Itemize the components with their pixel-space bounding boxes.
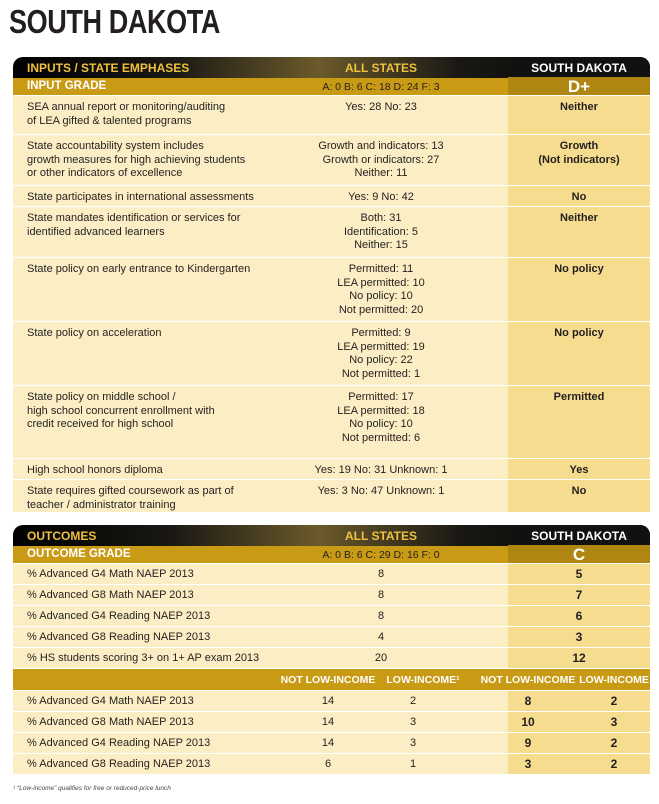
input-row xyxy=(13,135,650,186)
all-states-line: No policy: 10 xyxy=(349,290,413,302)
all-states-line: Growth or indicators: 27 xyxy=(322,153,440,166)
input-row-all-states xyxy=(281,212,481,253)
input-grade-all-states: A: 0 B: 6 C: 18 D: 24 F: 3 xyxy=(322,81,440,93)
income-row-sd-low: 3 xyxy=(610,715,618,729)
label-line: credit received for high school xyxy=(27,418,174,430)
income-row-all-low: 1 xyxy=(409,758,417,770)
input-row-all-states xyxy=(281,327,481,381)
income-row-all-not-low: 14 xyxy=(321,737,335,749)
label-line: State policy on early entrance to Kindergarten xyxy=(27,263,251,275)
label-line: State policy on middle school / xyxy=(27,391,176,403)
outcome-row xyxy=(13,564,650,585)
state-line: No xyxy=(571,485,587,497)
all-states-line: Not permitted: 1 xyxy=(341,367,421,380)
all-states-line: Growth and indicators: 13 xyxy=(318,140,444,152)
income-row-label: % Advanced G4 Math NAEP 2013 xyxy=(27,695,194,707)
input-row-all-states xyxy=(281,140,481,181)
income-row-sd-low: 2 xyxy=(610,694,618,708)
outcome-row-label: % HS students scoring 3+ on 1+ AP exam 2013 xyxy=(27,652,260,664)
input-grade-label: INPUT GRADE xyxy=(27,80,107,92)
all-states-line: Neither: 15 xyxy=(354,239,408,251)
all-states-line: LEA permitted: 18 xyxy=(337,404,425,417)
all-states-line: Yes: 9 No: 42 xyxy=(348,191,414,203)
income-row xyxy=(13,691,650,712)
outcome-grade-label: OUTCOME GRADE xyxy=(27,548,131,560)
income-row-sd-not-low: 10 xyxy=(521,715,535,729)
input-row-state xyxy=(508,485,650,499)
outcome-row xyxy=(13,627,650,648)
income-row-all-low: 3 xyxy=(409,716,417,728)
label-line: State accountability system includes xyxy=(27,140,204,152)
input-row xyxy=(13,207,650,258)
outcome-grade-row xyxy=(13,546,650,564)
all-states-line: Neither: 11 xyxy=(354,167,408,179)
outcomes-header xyxy=(13,525,650,546)
income-row-sd-low: 2 xyxy=(610,736,618,750)
income-subheader xyxy=(13,669,650,691)
income-row-label: % Advanced G8 Math NAEP 2013 xyxy=(27,716,194,728)
all-states-line: Permitted: 9 xyxy=(351,327,411,339)
input-row-state xyxy=(508,101,650,115)
state-line: (Not indicators) xyxy=(538,153,620,166)
state-line: Neither xyxy=(560,212,598,224)
income-row-all-low: 3 xyxy=(409,737,417,749)
label-line: State participates in international assessments xyxy=(27,191,254,203)
input-row-label xyxy=(27,191,307,205)
income-row-sd-not-low: 9 xyxy=(524,736,532,750)
input-row xyxy=(13,322,650,386)
outcome-row-all-states: 8 xyxy=(377,568,385,580)
input-row xyxy=(13,480,650,513)
state-line: No policy xyxy=(554,327,604,339)
inputs-header-label: INPUTS / STATE EMPHASES xyxy=(27,61,190,75)
input-row-all-states xyxy=(281,263,481,317)
outcome-row-state: 6 xyxy=(575,609,583,623)
outcome-row-all-states: 8 xyxy=(377,589,385,601)
page-title: SOUTH DAKOTA xyxy=(9,3,221,40)
input-row-state xyxy=(508,212,650,226)
input-row-all-states xyxy=(281,464,481,478)
state-header: SOUTH DAKOTA xyxy=(531,529,627,543)
all-states-line: LEA permitted: 19 xyxy=(337,340,425,353)
label-line: State policy on acceleration xyxy=(27,327,162,339)
state-line: No xyxy=(571,191,587,203)
all-states-line: Yes: 19 No: 31 Unknown: 1 xyxy=(314,464,448,476)
input-row-state xyxy=(508,327,650,341)
label-line: SEA annual report or monitoring/auditing xyxy=(27,101,226,113)
income-row-all-not-low: 14 xyxy=(321,716,335,728)
input-row-label xyxy=(27,327,307,341)
all-states-header: ALL STATES xyxy=(345,61,417,75)
income-row xyxy=(13,733,650,754)
input-row xyxy=(13,258,650,322)
label-line: High school honors diploma xyxy=(27,464,163,476)
all-not-low-income-header: NOT LOW-INCOME xyxy=(280,674,376,686)
input-grade-row xyxy=(13,78,650,96)
all-states-line: Yes: 3 No: 47 Unknown: 1 xyxy=(317,485,445,497)
state-line: Growth xyxy=(559,140,599,152)
label-line: identified advanced learners xyxy=(27,225,165,238)
outcome-row xyxy=(13,648,650,669)
outcome-row xyxy=(13,606,650,627)
outcome-row-label: % Advanced G4 Math NAEP 2013 xyxy=(27,568,194,580)
outcome-row-state: 12 xyxy=(572,651,586,665)
input-row-all-states xyxy=(281,101,481,115)
outcome-row-state: 7 xyxy=(575,588,583,602)
label-line: teacher / administrator training xyxy=(27,498,176,511)
income-row-sd-low: 2 xyxy=(610,757,618,771)
outcome-grade-all-states: A: 0 B: 6 C: 29 D: 16 F: 0 xyxy=(322,549,440,561)
input-row-label xyxy=(27,212,307,239)
income-row-all-not-low: 6 xyxy=(324,758,332,770)
income-row-all-low: 2 xyxy=(409,695,417,707)
input-row-all-states xyxy=(281,191,481,205)
all-states-line: Not permitted: 20 xyxy=(338,303,424,316)
input-row-label xyxy=(27,263,307,277)
input-row-label xyxy=(27,391,307,432)
income-row xyxy=(13,712,650,733)
input-row-state xyxy=(508,391,650,405)
outcome-row-label: % Advanced G8 Reading NAEP 2013 xyxy=(27,631,211,643)
all-states-line: No policy: 10 xyxy=(349,418,413,430)
all-states-header: ALL STATES xyxy=(345,529,417,543)
outcome-row-state: 5 xyxy=(575,567,583,581)
input-row xyxy=(13,459,650,480)
label-line: State requires gifted coursework as part of xyxy=(27,485,234,497)
outcome-row-label: % Advanced G4 Reading NAEP 2013 xyxy=(27,610,211,622)
input-row-state xyxy=(508,140,650,167)
label-line: high school concurrent enrollment with xyxy=(27,404,215,417)
label-line: growth measures for high achieving students xyxy=(27,153,246,166)
outcome-row-all-states: 8 xyxy=(377,610,385,622)
input-grade-state: D+ xyxy=(508,77,650,95)
outcome-row-all-states: 4 xyxy=(377,631,385,643)
outcome-row-label: % Advanced G8 Math NAEP 2013 xyxy=(27,589,194,601)
all-states-line: No policy: 22 xyxy=(349,354,413,366)
label-line: State mandates identification or services for xyxy=(27,212,241,224)
all-states-line: Permitted: 11 xyxy=(348,263,414,275)
all-states-line: LEA permitted: 10 xyxy=(337,276,425,289)
label-line: or other indicators of excellence xyxy=(27,167,183,179)
income-row-sd-not-low: 3 xyxy=(524,757,532,771)
all-states-line: Not permitted: 6 xyxy=(341,431,421,444)
input-row-label xyxy=(27,140,307,181)
state-line: No policy xyxy=(554,263,604,275)
input-row xyxy=(13,186,650,207)
input-row xyxy=(13,96,650,135)
input-row xyxy=(13,386,650,459)
outcomes-table xyxy=(13,525,650,775)
outcome-row xyxy=(13,585,650,606)
outcome-grade-state: C xyxy=(508,545,650,563)
outcome-row-state: 3 xyxy=(575,630,583,644)
input-row-label xyxy=(27,485,307,512)
outcome-row-all-states: 20 xyxy=(374,652,388,664)
sd-low-income-header: LOW-INCOME xyxy=(579,674,649,686)
input-row-state xyxy=(508,191,650,205)
income-row-label: % Advanced G4 Reading NAEP 2013 xyxy=(27,737,211,749)
all-states-line: Yes: 28 No: 23 xyxy=(345,101,417,113)
outcomes-header-label: OUTCOMES xyxy=(27,529,97,543)
all-low-income-header: LOW-INCOME¹ xyxy=(386,674,460,686)
footnote: ¹ “Low-income” qualifies for free or reduced-price lunch xyxy=(13,785,171,792)
all-states-line: Both: 31 xyxy=(360,212,402,224)
input-row-state xyxy=(508,263,650,277)
income-row xyxy=(13,754,650,775)
state-header: SOUTH DAKOTA xyxy=(531,61,627,75)
input-row-all-states xyxy=(281,391,481,445)
income-row-label: % Advanced G8 Reading NAEP 2013 xyxy=(27,758,211,770)
sd-not-low-income-header: NOT LOW-INCOME xyxy=(480,674,576,686)
input-row-state xyxy=(508,464,650,478)
state-line: Neither xyxy=(560,101,598,113)
state-line: Yes xyxy=(569,464,589,476)
inputs-table xyxy=(13,57,650,513)
input-row-label xyxy=(27,464,307,478)
all-states-line: Permitted: 17 xyxy=(348,391,414,403)
income-row-sd-not-low: 8 xyxy=(524,694,532,708)
input-row-label xyxy=(27,101,307,128)
input-row-all-states xyxy=(281,485,481,499)
label-line: of LEA gifted & talented programs xyxy=(27,114,192,127)
all-states-line: Identification: 5 xyxy=(344,225,418,238)
state-line: Permitted xyxy=(553,391,605,403)
income-row-all-not-low: 14 xyxy=(321,695,335,707)
inputs-header xyxy=(13,57,650,78)
